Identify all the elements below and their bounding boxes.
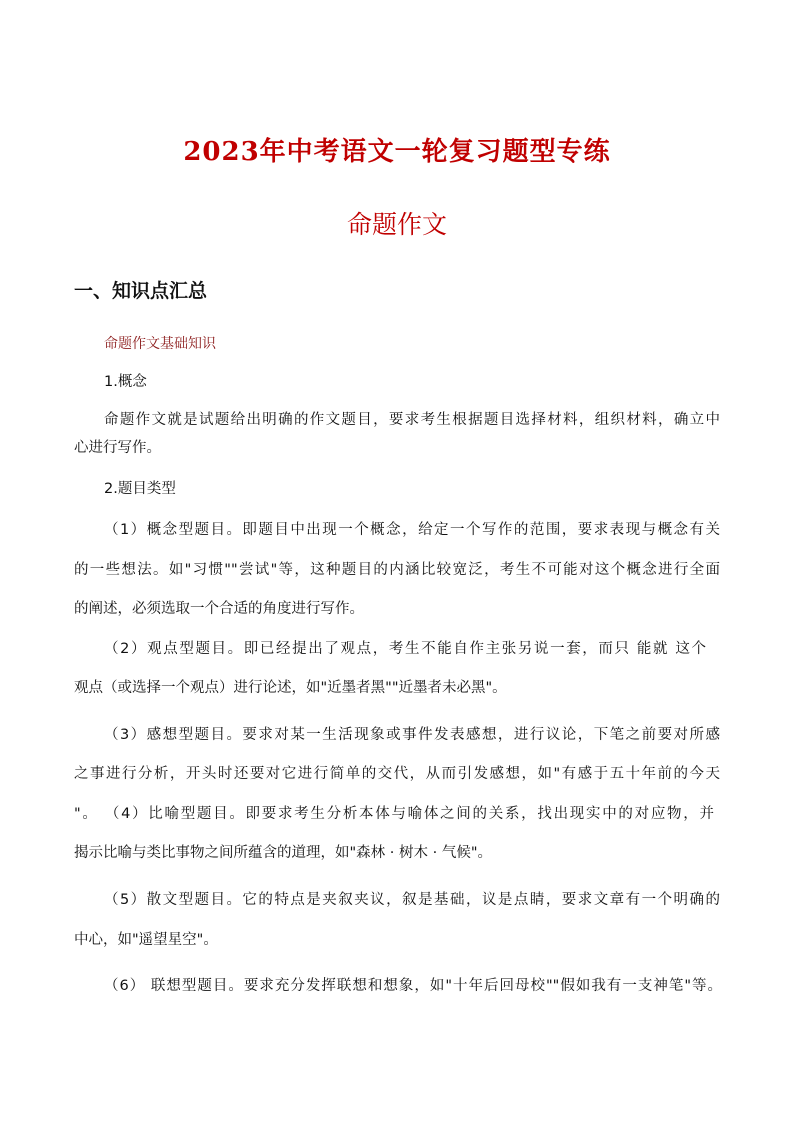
section-heading: 一、知识点汇总 (74, 280, 208, 302)
type2-line1: （2）观点型题目。即已经提出了观点，考生不能自作主张另说一套，而只 能就 这个 (104, 641, 706, 657)
type3-line2: 之事进行分析，开头时还要对它进行简单的交代，从而引发感想，如"有感于五十年前的今天 (74, 766, 720, 782)
type1-line1: （1）概念型题目。即题目中出现一个概念，给定一个写作的范围，要求表现与概念有关 (104, 522, 720, 538)
item1-body-line2: 心进行写作。 (74, 440, 161, 456)
type4-line2: 揭示比喻与类比事物之间所蕴含的道理，如"森林 · 树木 · 气候"。 (74, 845, 492, 861)
type6-line1: （6） 联想型题目。要求充分发挥联想和想象，如"十年后回母校""假如我有一支神笔"等。 (104, 978, 722, 994)
sub-heading: 命题作文基础知识 (104, 336, 216, 352)
type2-line2: 观点（或选择一个观点）进行论述，如"近墨者黑""近墨者未必黑"。 (74, 680, 507, 696)
type5-line1: （5）散文型题目。它的特点是夹叙夹议，叙是基础，议是点睛，要求文章有一个明确的 (104, 892, 720, 908)
item1-body-line1: 命题作文就是试题给出明确的作文题目，要求考生根据题目选择材料，组织材料，确立中 (104, 412, 720, 428)
item1-title: 1.概念 (104, 374, 147, 390)
type1-line2: 的一些想法。如"习惯""尝试"等，这种题目的内涵比较宽泛，考生不可能对这个概念进行全面 (74, 562, 720, 578)
type34-line: "。 （4）比喻型题目。即要求考生分析本体与喻体之间的关系，找出现实中的对应物，并 (74, 806, 714, 822)
item2-title: 2.题目类型 (104, 481, 176, 497)
document-subtitle: 命题作文 (346, 210, 447, 239)
document-title: 2023年中考语文一轮复习题型专练 (183, 137, 611, 167)
type5-line2: 中心，如"遥望星空"。 (74, 932, 218, 948)
type1-line3: 的阐述，必须选取一个合适的角度进行写作。 (74, 601, 364, 617)
type3-line1: （3）感想型题目。要求对某一生活现象或事件发表感想，进行议论，下笔之前要对所感 (104, 727, 720, 743)
